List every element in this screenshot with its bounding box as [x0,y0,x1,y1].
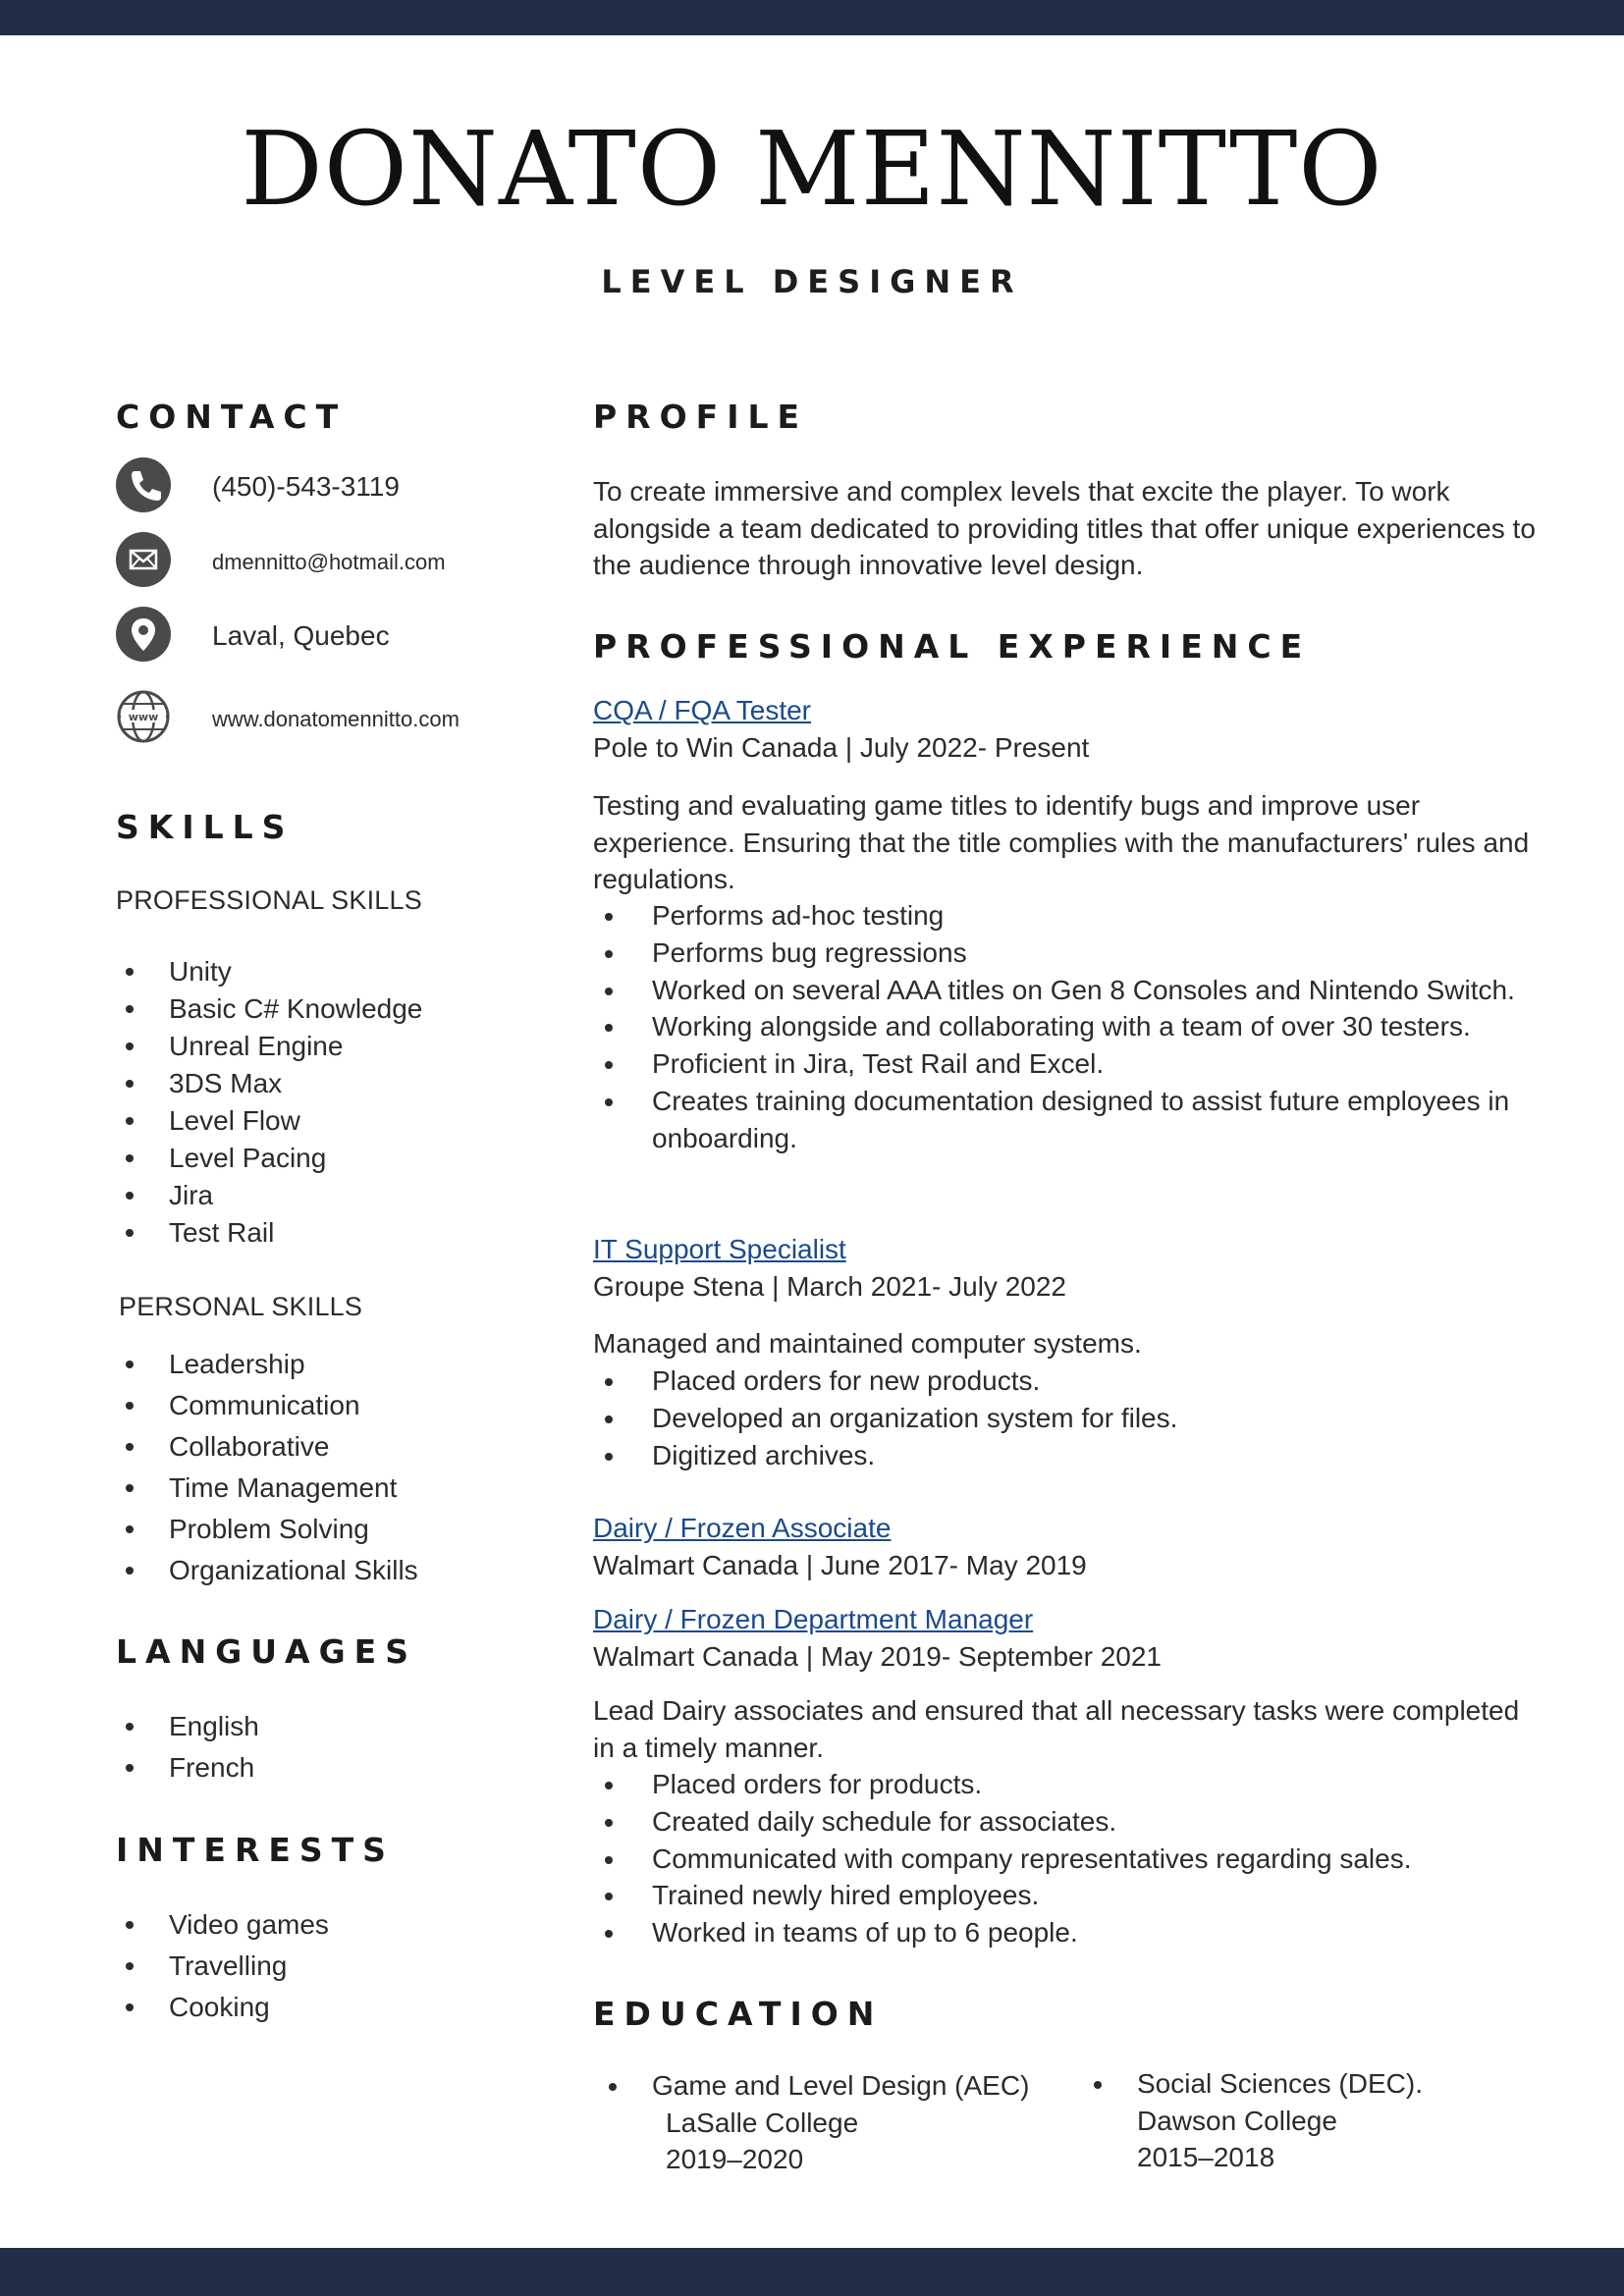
list-item: Creates training documentation designed to assist future employees in onboarding. [593,1083,1536,1157]
contact-phone [116,457,548,516]
list-item: Unity [116,953,548,990]
contact-location [116,607,548,666]
education-heading: EDUCATION [593,1995,884,2033]
phone-icon [116,457,171,512]
education-program: Game and Level Design (AEC) [652,2070,1030,2101]
list-item: 3DS Max [116,1065,548,1102]
list-item: Level Pacing [116,1140,548,1177]
list-item: Placed orders for new products. [593,1362,1536,1400]
list-item: Developed an organization system for files. [593,1400,1536,1437]
education-school: LaSalle College [666,2107,859,2138]
website-text[interactable]: www.donatomennitto.com [212,707,460,731]
bullet [609,2083,617,2091]
list-item: Organizational Skills [116,1550,548,1591]
job-company: Walmart Canada | May 2019- September 2021 [593,1641,1162,1672]
education-program: Social Sciences (DEC). [1137,2068,1423,2099]
svg-text:www: www [128,711,159,723]
job-description: Managed and maintained computer systems. [593,1328,1142,1359]
job-title-link[interactable]: Dairy / Frozen Department Manager [593,1604,1034,1634]
list-item: Proficient in Jira, Test Rail and Excel. [593,1045,1536,1083]
list-item: Communicated with company representatives regarding sales. [593,1841,1536,1878]
job-bullets [593,1766,1536,1951]
job-description: Testing and evaluating game titles to identify bugs and improve user experience. Ensuring that the title complies with the manufacturers' rules and regulations. [593,790,1530,894]
job-description: Lead Dairy associates and ensured that all necessary tasks were completed in a timely manner. [593,1695,1520,1763]
email-icon [116,532,171,587]
list-item: French [116,1747,548,1789]
list-item: Performs ad-hoc testing [593,897,1536,934]
list-item: Basic C# Knowledge [116,990,548,1028]
list-item: Time Management [116,1468,548,1509]
location-pin-icon [116,607,171,662]
education-years: 2019–2020 [666,2144,804,2174]
professional-skills-label: PROFESSIONAL SKILLS [116,885,422,915]
job-bullets [593,897,1536,1157]
location-text: Laval, Quebec [212,620,390,651]
list-item: Trained newly hired employees. [593,1877,1536,1914]
languages-heading: LANGUAGES [116,1632,417,1671]
list-item: Digitized archives. [593,1437,1536,1474]
bullet [1094,2081,1102,2089]
contact-website [116,689,548,748]
list-item: Placed orders for products. [593,1766,1536,1803]
list-item: Video games [116,1904,548,1946]
list-item: Communication [116,1385,548,1426]
globe-icon [116,689,171,744]
email-text[interactable]: dmennitto@hotmail.com [212,550,446,574]
interests-list [116,1904,548,2028]
phone-text[interactable]: (450)-543-3119 [212,471,400,502]
list-item: Created daily schedule for associates. [593,1803,1536,1841]
job-title-link[interactable]: CQA / FQA Tester [593,695,812,725]
list-item: Cooking [116,1987,548,2028]
list-item: Level Flow [116,1102,548,1140]
skills-heading: SKILLS [116,808,295,846]
languages-list [116,1706,548,1789]
profile-heading: PROFILE [593,398,809,436]
list-item: Worked on several AAA titles on Gen 8 Consoles and Nintendo Switch. [593,972,1536,1009]
contact-heading: CONTACT [116,398,348,436]
contact-email [116,532,548,591]
list-item: Travelling [116,1946,548,1987]
top-band [0,0,1624,35]
experience-heading: PROFESSIONAL EXPERIENCE [593,627,1312,666]
list-item: Worked in teams of up to 6 people. [593,1914,1536,1951]
bottom-band [0,2248,1624,2296]
personal-skills-label: PERSONAL SKILLS [119,1292,363,1321]
list-item: English [116,1706,548,1747]
job-bullets [593,1362,1536,1473]
profile-text: To create immersive and complex levels that excite the player. To work alongside a team dedicated to providing titles that offer unique experiences to the audience through innovative level design. [593,476,1536,580]
list-item: Performs bug regressions [593,934,1536,972]
interests-heading: INTERESTS [116,1831,395,1869]
education-school: Dawson College [1137,2105,1337,2136]
list-item: Leadership [116,1344,548,1385]
job-role: LEVEL DESIGNER [601,263,1023,300]
list-item: Collaborative [116,1426,548,1468]
job-title-link[interactable]: IT Support Specialist [593,1234,846,1264]
list-item: Problem Solving [116,1509,548,1550]
candidate-name: DONATO MENNITTO [241,109,1383,229]
professional-skills-list [116,953,548,1252]
education-item [652,2067,1029,2178]
job-company: Groupe Stena | March 2021- July 2022 [593,1271,1067,1302]
job-company: Walmart Canada | June 2017- May 2019 [593,1550,1087,1580]
list-item: Unreal Engine [116,1028,548,1065]
list-item: Working alongside and collaborating with a team of over 30 testers. [593,1008,1536,1045]
list-item: Jira [116,1177,548,1214]
education-years: 2015–2018 [1137,2142,1275,2172]
list-item: Test Rail [116,1214,548,1252]
personal-skills-list [116,1344,548,1591]
education-item [1137,2065,1423,2176]
job-company: Pole to Win Canada | July 2022- Present [593,732,1090,763]
job-title-link[interactable]: Dairy / Frozen Associate [593,1513,892,1543]
